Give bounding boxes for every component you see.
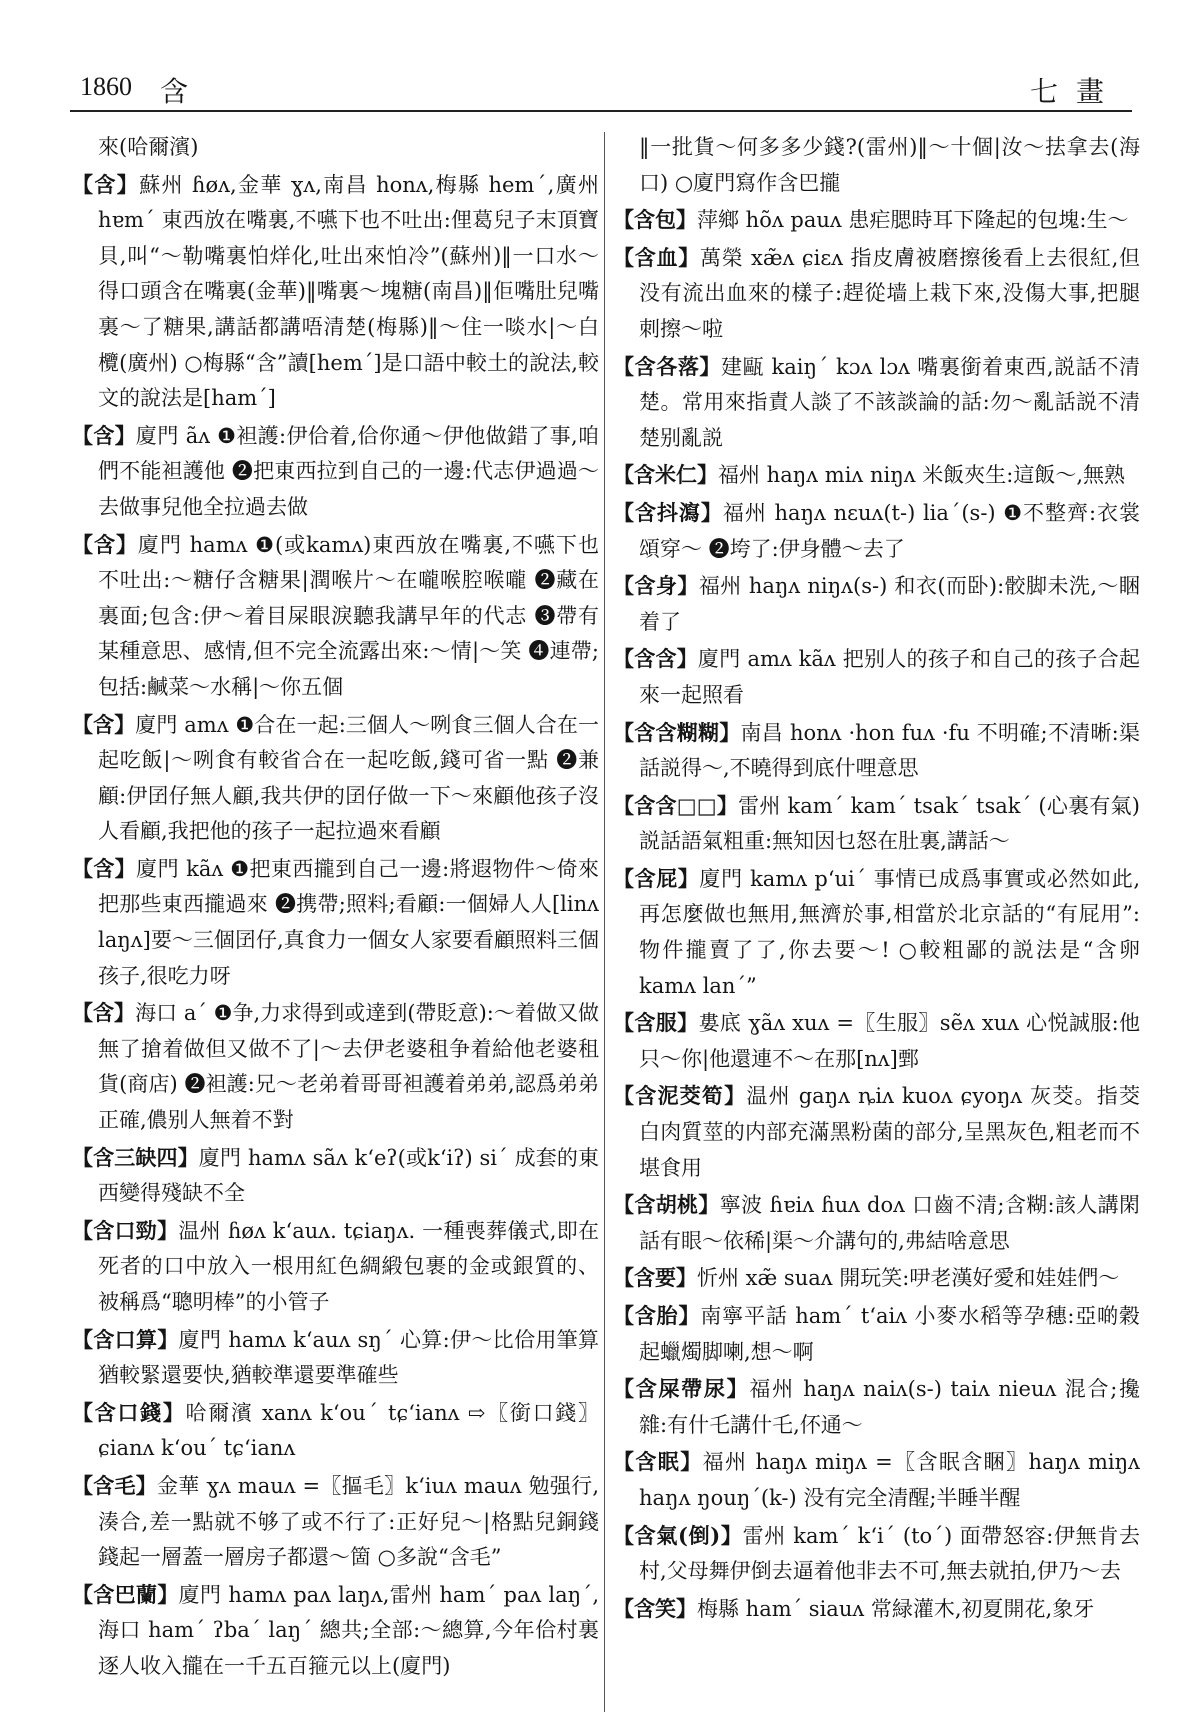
dictionary-entry — [613, 715, 1140, 787]
dictionary-entry — [72, 130, 599, 166]
entry-headword: 【含服】 — [613, 1010, 699, 1036]
left-column — [72, 130, 599, 1686]
entry-text: 福州 haŋʌ naiʌ(s-) taiʌ nieuʌ 混合;攙雜:有什乇講什乇,伓通～ — [639, 1377, 1140, 1437]
dictionary-entry — [613, 568, 1140, 640]
entry-headword: 【含要】 — [613, 1265, 697, 1291]
entry-text: 萬榮 xæ̃ʌ ɕiɛʌ 指皮膚被磨擦後看上去很紅,但没有流出血來的樣子:趕從墙上栽下來,没傷大事,把腿刺擦～啦 — [639, 245, 1140, 341]
dictionary-entry — [613, 1444, 1140, 1516]
entry-text: 廈門 kamʌ pʻuiˊ 事情已成爲事實或必然如此,再怎麼做也無用,無濟於事,相當於北京話的“有屁用”:物件攏賣了了,你去要～! ○較粗鄙的説法是“含卵 kamʌ lanˊ” — [639, 866, 1140, 998]
entry-headword: 【含口算】 — [72, 1326, 179, 1352]
entry-text: 廈門 hamʌ sãʌ kʻeʔ(或kʻiʔ) siˊ 成套的東西變得殘缺不全 — [98, 1145, 600, 1206]
dictionary-entry — [72, 1322, 599, 1394]
entry-headword: 【含血】 — [613, 244, 701, 270]
dictionary-entry — [72, 527, 599, 706]
entry-headword: 【含】 — [72, 422, 137, 448]
dictionary-entry — [72, 1140, 599, 1212]
entry-text: 廈門 hamʌ paʌ laŋʌ,雷州 hamˊ paʌ laŋˊ,海口 hamˊ ʔbaˊ laŋˊ 總共;全部:～總算,今年佮村裏逐人收入攏在一千五百箍元以上(廈門) — [98, 1582, 599, 1678]
dictionary-entry — [613, 1078, 1140, 1186]
dictionary-entry — [613, 130, 1140, 201]
entry-text: 温州 gaŋʌ ȵiʌ kuoʌ ɕyoŋʌ 灰茭。指茭白肉質莖的内部充滿黑粉菌的部分,呈黑灰色,粗老而不堪食用 — [639, 1084, 1141, 1180]
dictionary-entry — [72, 707, 599, 850]
entry-headword: 【含含糊糊】 — [613, 719, 741, 745]
entry-headword: 【含眠】 — [613, 1449, 703, 1475]
entry-headword: 【含包】 — [613, 207, 697, 233]
dictionary-entry — [613, 1371, 1140, 1443]
entry-text: 金華 ɣʌ mauʌ =〖摳毛〗kʻiuʌ mauʌ 勉强行,湊合,差一點就不够了或不行了:正好兒～|格點兒銅錢錢起一層蓋一層房子都還～箇 ○多說“含毛” — [98, 1473, 599, 1570]
entry-text: 福州 haŋʌ miŋʌ =〖含眠含睏〗haŋʌ miŋʌ haŋʌ ŋouŋˊ(k-) 没有完全清醒;半睡半醒 — [639, 1450, 1141, 1510]
entry-text: 萍鄉 hõʌ pauʌ 患疟腮時耳下隆起的包塊:生～ — [697, 208, 1129, 233]
entry-text: 福州 haŋʌ miʌ niŋʌ 米飯夾生:這飯～,無熟 — [718, 463, 1126, 488]
page-number: 1860 — [80, 72, 132, 101]
entry-text: 廈門 amʌ kãʌ 把别人的孩子和自己的孩子合起來一起照看 — [639, 647, 1140, 707]
entry-text: 建甌 kaiŋˊ kɔʌ lɔʌ 嘴裏銜着東西,説話不清楚。常用來指責人談了不該談論的話:勿～亂話説不清楚别亂説 — [639, 354, 1140, 450]
entry-headword: 【含屁】 — [613, 865, 700, 891]
entry-text: 福州 haŋʌ niŋʌ(s-) 和衣(而卧):骹脚未洗,～睏着了 — [639, 574, 1140, 634]
section-label: 七畫 — [1029, 75, 1122, 108]
entry-headword: 【含氣(倒)】 — [613, 1522, 743, 1548]
entry-headword: 【含胡桃】 — [613, 1192, 720, 1218]
right-column — [613, 130, 1140, 1628]
entry-headword: 【含米仁】 — [613, 462, 718, 488]
entry-headword: 【含含□□】 — [613, 792, 739, 818]
entry-headword: 【含三缺四】 — [72, 1144, 199, 1170]
entry-text: 寧波 ɦɐiʌ ɦuʌ doʌ 口齒不清;含糊:該人講閑話有眼～依稀|渠～介講句的,弗結啥意思 — [639, 1193, 1141, 1253]
dictionary-entry — [613, 240, 1140, 348]
entry-headword: 【含毛】 — [72, 1472, 157, 1498]
entry-text: ‖一批貨～何多多少錢?(雷州)‖～十個|汝～抾拿去(海口) ○廈門寫作含巴攏 — [639, 135, 1140, 195]
entry-headword: 【含口勁】 — [72, 1217, 179, 1243]
dictionary-entry — [613, 457, 1140, 494]
dictionary-entry — [613, 1298, 1140, 1370]
entry-headword: 【含巴蘭】 — [72, 1581, 179, 1607]
entry-headword: 【含】 — [72, 171, 140, 197]
entry-headword: 【含笑】 — [613, 1595, 697, 1621]
dictionary-entry — [72, 418, 599, 526]
entry-text: 福州 haŋʌ nɛuʌ(t-) liaˊ(s-) ❶不整齊:衣裳頌穿～ ❷垮了:伊身體～去了 — [639, 500, 1141, 561]
column-divider — [604, 132, 605, 1712]
entry-headword: 【含胎】 — [613, 1303, 701, 1328]
entry-text: 海口 aˊ ❶争,力求得到或達到(帶貶意):～着做又做無了搶着做但又做不了|～去伊老婆租争着給他老婆租貨(商店) ❷袒護:兄～老弟着哥哥袒護着弟弟,認爲弟弟正確,儂别人無着不對 — [98, 1001, 599, 1133]
dictionary-entry — [613, 1005, 1140, 1077]
dictionary-entry — [613, 1518, 1140, 1590]
page-header — [70, 66, 1132, 110]
entry-text: 廈門 hamʌ ❶(或kamʌ)東西放在嘴裏,不嚥下也不吐出:～糖仔含糖果|潤喉片～在嚨喉腔喉嚨 ❷藏在裏面;包含:伊～着目屎眼淚聽我講早年的代志 ❸帶有某種意思、感情,但不完全流露出來:～情|～笑 ❹連帶;包括:鹹菜～水稱|～你五個 — [98, 532, 599, 699]
entry-headword: 【含】 — [72, 531, 138, 557]
entry-text: 蘇州 ɦøʌ,金華 ɣʌ,南昌 honʌ,梅縣 hemˊ,廣州 hɐmˊ 東西放在嘴裏,不嚥下也不吐出:俚葛兒子末頂寶貝,叫“～勒嘴裏怕烊化,吐出來怕冷”(蘇州)‖一口水～得口頭含在嘴裏(金華)‖嘴裏～塊糖(南昌)‖佢嘴肚兒嘴裏～了糖果,講話都講唔清楚(梅縣)‖～住一啖水|～白欖(廣州) ○梅縣“含”讀[hemˊ]是口語中較土的說法,較文的說法是[hamˊ] — [98, 172, 599, 411]
dictionary-entry — [613, 788, 1140, 860]
entry-text: 哈爾濱 xanʌ kʻouˊ tɕʻianʌ ⇨〖銜口錢〗ɕianʌ kʻouˊ tɕʻianʌ — [98, 1400, 600, 1461]
dictionary-entry — [613, 861, 1140, 1004]
dictionary-entry — [613, 349, 1140, 457]
entry-text: 廈門 kãʌ ❶把東西攏到自己一邊:將遐物件～倚來把那些東西攏過來 ❷携帶;照料;看顧:一個婦人人[linʌ laŋʌ]要～三個囝仔,真食力一個女人家要看顧照料三個孩子,很吃力呀 — [98, 856, 600, 988]
entry-headword: 【含含】 — [613, 646, 699, 672]
dictionary-entry — [613, 1591, 1140, 1628]
entry-headword: 【含】 — [72, 855, 137, 881]
entry-headword: 【含】 — [72, 711, 136, 737]
dictionary-entry — [613, 1260, 1140, 1297]
entry-headword: 【含泥茭筍】 — [613, 1083, 747, 1109]
dictionary-entry — [613, 1187, 1140, 1259]
entry-text: 温州 ɦøʌ kʻauʌ. tɕiaŋʌ. 一種喪葬儀式,即在死者的口中放入一根用紅色綢緞包裹的金或銀質的、被稱爲“聰明棒”的小管子 — [98, 1218, 599, 1314]
entry-text: 南寧平話 hamˊ tʻaiʌ 小麥水稻等孕穗:亞啲穀起蠟燭脚喇,想～啊 — [639, 1304, 1140, 1364]
dictionary-entry — [613, 495, 1140, 567]
dictionary-entry — [72, 1577, 599, 1685]
entry-text: 雷州 kamˊ kʻiˊ (toˊ) 面帶怒容:伊無肯去村,父母舞伊倒去逼着他非去不可,無去就拍,伊乃～去 — [639, 1523, 1140, 1584]
dictionary-entry — [72, 1213, 599, 1321]
header-rule — [70, 110, 1132, 112]
entry-text: 來(哈爾濱) — [98, 135, 199, 159]
entry-text: 廈門 ãʌ ❶袒護:伊佮着,佮你通～伊他做錯了事,咱們不能袒護他 ❷把東西拉到自己的一邊:代志伊過過～去做事兒他全拉過去做 — [98, 423, 599, 519]
entry-headword: 【含各落】 — [613, 353, 722, 379]
entry-headword: 【含屎帶尿】 — [613, 1376, 750, 1402]
dictionary-entry — [613, 641, 1140, 713]
dictionary-entry — [72, 1468, 599, 1576]
entry-text: 廈門 amʌ ❶合在一起:三個人～咧食三個人合在一起吃飯|～咧食有較省合在一起吃飯,錢可省一點 ❷兼顧:伊囝仔無人顧,我共伊的囝仔做一下～來顧他孩子沒人看顧,我把他的孩子一起拉過來看顧 — [98, 712, 599, 844]
entry-headword: 【含】 — [72, 1000, 136, 1026]
entry-text: 婁底 ɣãʌ xuʌ =〖生服〗sẽʌ xuʌ 心悦誠服:他只～你|他還連不～在那[nʌ]鄄 — [639, 1011, 1140, 1071]
entry-text: 忻州 xæ̃ suaʌ 開玩笑:吚老漢好愛和娃娃們～ — [697, 1266, 1120, 1291]
dictionary-entry — [613, 202, 1140, 239]
entry-text: 南昌 honʌ ·hon fuʌ ·fu 不明確;不清晰:渠話説得～,不曉得到底什哩意思 — [639, 720, 1140, 781]
head-character: 含 — [160, 75, 189, 108]
entry-headword: 【含身】 — [613, 573, 699, 599]
entry-headword: 【含抖瀉】 — [613, 499, 723, 525]
entry-text: 雷州 kamˊ kamˊ tsakˊ tsakˊ (心裏有氣)説話語氣粗重:無知因乜怒在肚裏,講話～ — [639, 793, 1140, 854]
entry-text: 梅縣 hamˊ siauʌ 常緑灌木,初夏開花,象牙 — [697, 1596, 1095, 1621]
entry-headword: 【含口錢】 — [72, 1399, 186, 1425]
dictionary-entry — [72, 995, 599, 1138]
dictionary-entry — [72, 167, 599, 417]
dictionary-entry — [72, 851, 599, 994]
entry-text: 廈門 hamʌ kʻauʌ sŋˊ 心算:伊～比佮用筆算猶較緊還要快,猶較準還要準確些 — [98, 1327, 599, 1388]
dictionary-entry — [72, 1395, 599, 1467]
